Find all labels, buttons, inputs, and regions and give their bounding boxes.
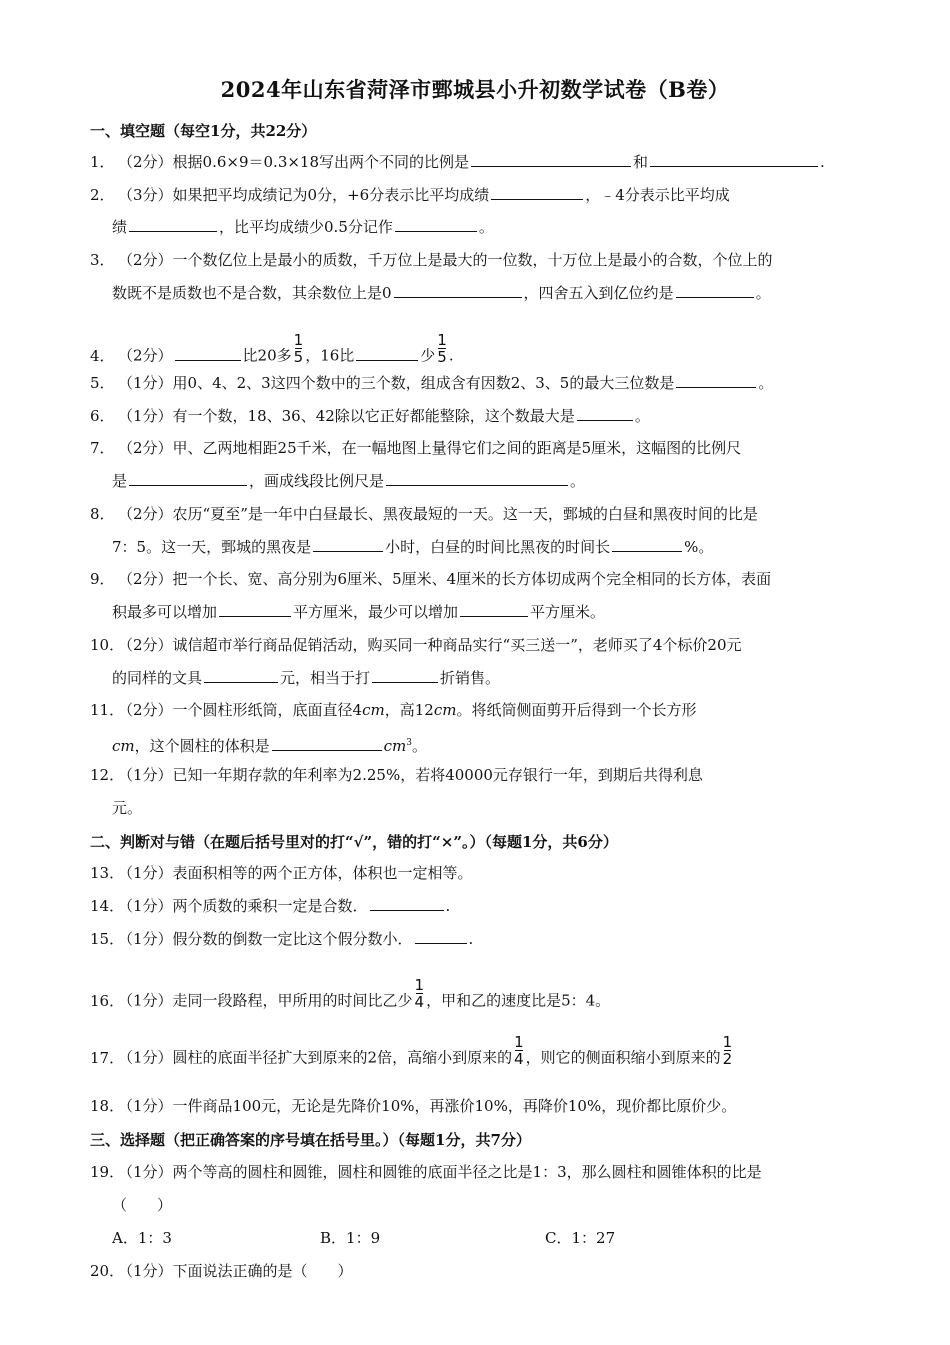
question-12-cont: 元。	[112, 799, 143, 817]
question-20: 20．（1分）下面说法正确的是（ ）	[90, 1262, 353, 1280]
answer-blank[interactable]	[204, 668, 278, 683]
question-9-cont: 积最多可以增加 平方厘米，最少可以增加 平方厘米。	[112, 603, 606, 621]
answer-blank[interactable]	[460, 602, 528, 617]
question-11: 11．（2分）一个圆柱形纸筒，底面直径4cm，高12cm。将纸筒侧面剪开后得到一个长方形	[90, 701, 697, 719]
answer-blank[interactable]	[676, 283, 754, 298]
question-6: 6． （1分）有一个数，18、36、42除以它正好都能整除，这个数最大是 。	[90, 407, 650, 425]
option-c[interactable]: C．1：27	[545, 1229, 616, 1247]
question-8-cont: 7：5。这一天，鄄城的黑夜是 小时，白昼的时间比黑夜的时间长 %。	[112, 538, 714, 556]
answer-blank[interactable]	[313, 537, 383, 552]
answer-blank[interactable]	[370, 896, 444, 911]
answer-blank[interactable]	[356, 346, 418, 361]
question-4: 4． （2分） 比20多 $\frac{1}{5}$ ，16比 少 $\frac{1}{5}$ .	[90, 331, 454, 366]
section-heading-true-false: 二、判断对与错（在题后括号里对的打“√”，错的打“×”。）（每题1分，共6分）	[90, 833, 618, 851]
answer-blank[interactable]	[395, 217, 477, 232]
answer-blank[interactable]	[471, 152, 631, 167]
question-19-bracket: （ ）	[112, 1196, 173, 1214]
answer-blank[interactable]	[577, 406, 633, 421]
question-10-cont: 的同样的文具 元，相当于打 折销售。	[112, 669, 501, 687]
answer-blank[interactable]	[491, 185, 583, 200]
question-5: 5． （1分）用0、4、2、3这四个数中的三个数，组成含有因数2、3、5的最大三位数是 。	[90, 374, 774, 392]
section-heading-fill-blank: 一、填空题（每空1分，共22分）	[90, 122, 317, 140]
answer-blank[interactable]	[272, 736, 382, 751]
answer-blank[interactable]	[612, 537, 682, 552]
question-16: 16．（1分）走同一段路程，甲所用的时间比乙少 $\frac{1}{4}$ ，甲和乙的速度比是5：4。	[90, 976, 611, 1011]
question-3: 3． （2分）一个数亿位上是最小的质数，千万位上是最大的一位数，十万位上是最小的合数，个位上的	[90, 251, 773, 269]
question-8: 8． （2分）农历“夏至”是一年中白昼最长、黑夜最短的一天。这一天，鄄城的白昼和黑夜时间的比是	[90, 505, 758, 523]
answer-blank[interactable]	[394, 283, 522, 298]
section-heading-multiple-choice: 三、选择题（把正确答案的序号填在括号里。）（每题1分，共7分）	[90, 1131, 531, 1149]
fraction-one-half: $\frac{1}{2}$	[722, 1033, 733, 1068]
question-2-cont: 绩 ，比平均成绩少0.5分记作 。	[112, 218, 494, 236]
fraction-one-quarter: $\frac{1}{4}$	[414, 976, 425, 1011]
question-11-cont: cm，这个圆柱的体积是 $cm^3$。	[112, 737, 428, 755]
question-7-cont: 是 ，画成线段比例尺是 。	[112, 472, 586, 490]
question-17: 17．（1分）圆柱的底面半径扩大到原来的2倍，高缩小到原来的 $\frac{1}{4}$ ，则它的侧面积缩小到原来的 $\frac{1}{2}$	[90, 1033, 733, 1068]
answer-blank[interactable]	[676, 373, 756, 388]
answer-blank[interactable]	[175, 346, 241, 361]
answer-blank[interactable]	[219, 602, 291, 617]
page-title: 2024年山东省菏泽市鄄城县小升初数学试卷（B卷）	[220, 77, 730, 102]
question-18: 18．（1分）一件商品100元，无论是先降价10%，再涨价10%，再降价10%，现价都比原价少。	[90, 1097, 737, 1115]
question-3-cont: 数既不是质数也不是合数，其余数位上是0 ，四舍五入到亿位约是 。	[112, 284, 771, 302]
fraction-one-fifth: $\frac{1}{5}$	[437, 331, 447, 366]
answer-blank[interactable]	[415, 929, 467, 944]
question-14: 14．（1分）两个质数的乘积一定是合数． .	[90, 897, 451, 915]
fraction-one-quarter: $\frac{1}{4}$	[514, 1033, 524, 1068]
answer-blank[interactable]	[372, 668, 438, 683]
answer-blank[interactable]	[129, 217, 217, 232]
question-7: 7． （2分）甲、乙两地相距25千米，在一幅地图上量得它们之间的距离是5厘米，这幅图的比例尺	[90, 439, 742, 457]
question-2: 2． （3分）如果把平均成绩记为0分，+6分表示比平均成绩 ，﹣4分表示比平均成	[90, 186, 730, 204]
option-a[interactable]: A．1：3	[112, 1229, 172, 1247]
question-9: 9． （2分）把一个长、宽、高分别为6厘米、5厘米、4厘米的长方体切成两个完全相同的长方体，表面	[90, 570, 772, 588]
question-19: 19．（1分）两个等高的圆柱和圆锥，圆柱和圆锥的底面半径之比是1：3，那么圆柱和圆锥体积的比是	[90, 1163, 762, 1181]
question-12: 12．（1分）已知一年期存款的年利率为2.25%，若将40000元存银行一年，到期后共得利息	[90, 766, 703, 784]
question-1: 1． （2分）根据0.6×9＝0.3×18写出两个不同的比例是 和 .	[90, 153, 825, 171]
answer-blank[interactable]	[386, 471, 568, 486]
question-15: 15．（1分）假分数的倒数一定比这个假分数小． .	[90, 930, 474, 948]
answer-blank[interactable]	[650, 152, 818, 167]
question-13: 13．（1分）表面积相等的两个正方体，体积也一定相等。	[90, 864, 473, 882]
question-10: 10．（2分）诚信超市举行商品促销活动，购买同一种商品实行“买三送一”，老师买了4个标价20元	[90, 636, 742, 654]
option-b[interactable]: B．1：9	[320, 1229, 381, 1247]
answer-blank[interactable]	[129, 471, 247, 486]
fraction-one-fifth: $\frac{1}{5}$	[293, 331, 304, 366]
